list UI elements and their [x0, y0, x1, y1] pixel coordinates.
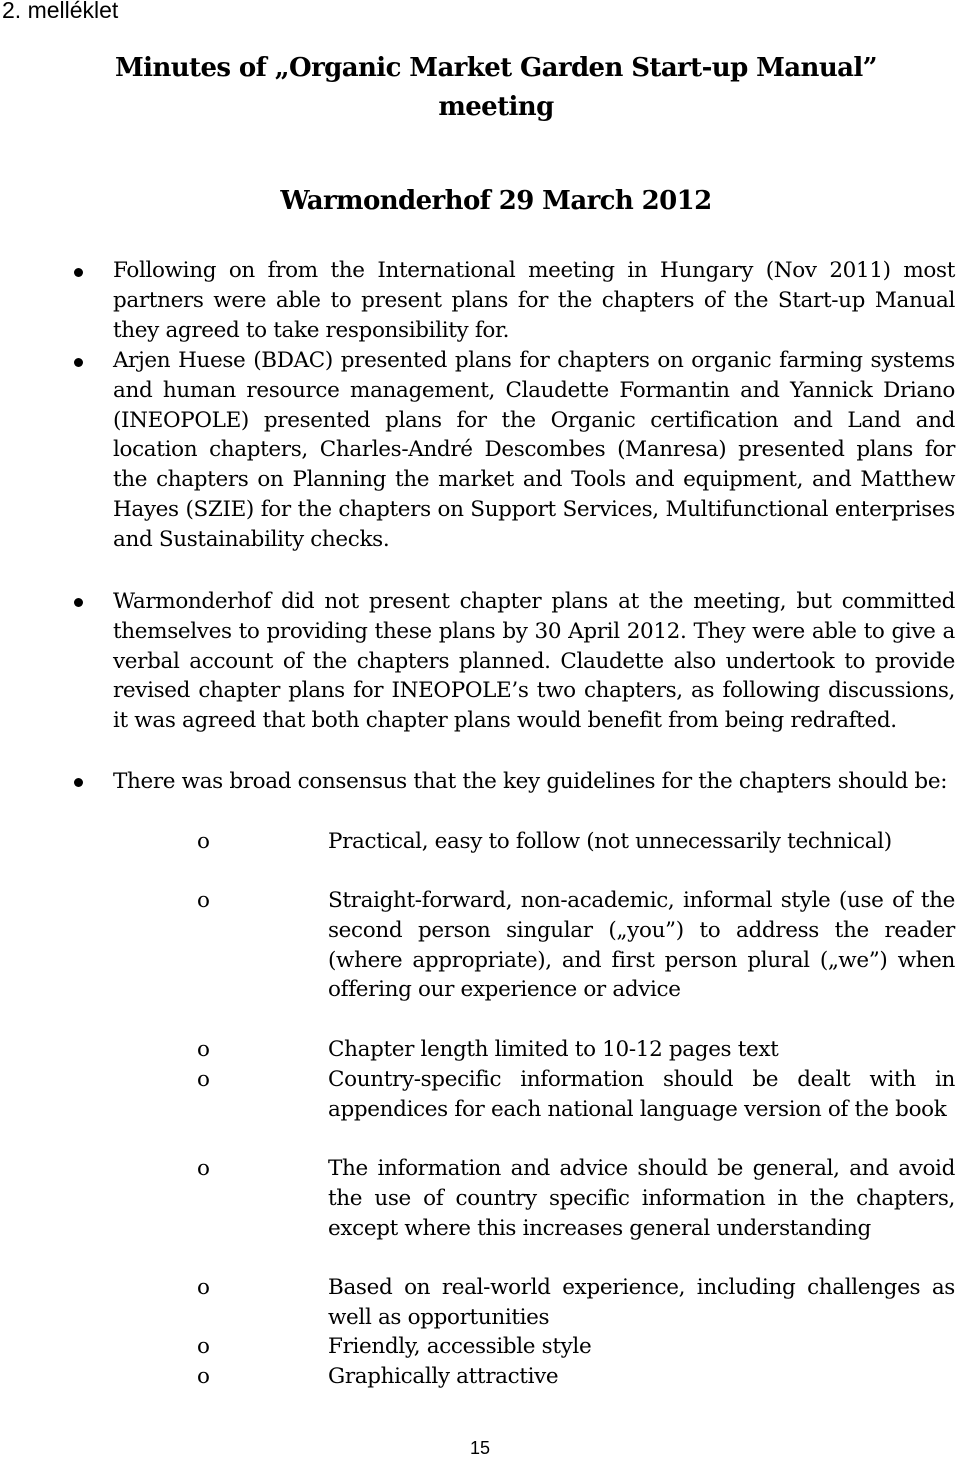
document-title — [60, 49, 932, 127]
guideline-item-7: Friendly, accessible style — [328, 1334, 592, 1359]
sub-bullet-icon: o — [197, 1334, 210, 1359]
sub-bullet-icon: o — [197, 888, 210, 913]
bullet-text-1: Following on from the International meeting in Hungary (Nov 2011) most partners were able to present plans for the chapters of the Start-up Manual they agreed to take responsibility for. — [113, 258, 955, 343]
sub-bullet-icon: o — [197, 1037, 210, 1062]
guideline-item-3: Chapter length limited to 10-12 pages text — [328, 1037, 779, 1062]
sub-bullet-icon: o — [197, 1275, 210, 1300]
bullet-icon — [74, 778, 83, 787]
guideline-item-5: The information and advice should be general, and avoid the use of country specific information in the chapters, except where this increases general understanding — [328, 1156, 955, 1241]
guideline-item-1: Practical, easy to follow (not unnecessarily technical) — [328, 829, 892, 854]
bullet-icon — [74, 268, 83, 277]
sub-bullet-icon: o — [197, 1067, 210, 1092]
title-line-1: Minutes of „Organic Market Garden Start-up Manual” — [114, 53, 878, 83]
sub-bullet-icon: o — [197, 1156, 210, 1181]
title-line-2: meeting — [438, 92, 554, 122]
bullet-text-3: Warmonderhof did not present chapter plans at the meeting, but committed themselves to providing these plans by 30 April 2012. They were able to give a verbal account of the chapters planned. Claudette also undertook to provide revised chapter plans for INEOPOLE’s two chapters, as following discussions, it was agreed that both chapter plans would benefit from being redrafted. — [113, 589, 955, 734]
sub-bullet-icon: o — [197, 1364, 210, 1389]
guideline-item-6: Based on real-world experience, including challenges as well as opportunities — [328, 1275, 955, 1330]
guideline-item-8: Graphically attractive — [328, 1364, 559, 1389]
guideline-item-2: Straight-forward, non-academic, informal style (use of the second person singular („you”) to address the reader (where appropriate), and first person plural („we”) when offering our experience or advice — [328, 888, 955, 1003]
bullet-icon — [74, 598, 83, 607]
document-subtitle: Warmonderhof 29 March 2012 — [280, 186, 712, 216]
bullet-icon — [74, 358, 83, 367]
page-number: 15 — [469, 1438, 491, 1458]
bullet-text-4: There was broad consensus that the key guidelines for the chapters should be: — [113, 769, 948, 794]
annex-label: 2. melléklet — [2, 0, 119, 23]
bullet-text-2: Arjen Huese (BDAC) presented plans for chapters on organic farming systems and human resource management, Claudette Formantin and Yannick Driano (INEOPOLE) presented plans for the Organic certification and Land and location chapters, Charles-André Descombes (Manresa) presented plans for the chapters on Planning the market and Tools and equipment, and Matthew Hayes (SZIE) for the chapters on Support Services, Multifunctional enterprises and Sustainability checks. — [113, 348, 955, 552]
sub-bullet-icon: o — [197, 829, 210, 854]
guideline-item-4: Country-specific information should be dealt with in appendices for each national language version of the book — [328, 1067, 955, 1122]
